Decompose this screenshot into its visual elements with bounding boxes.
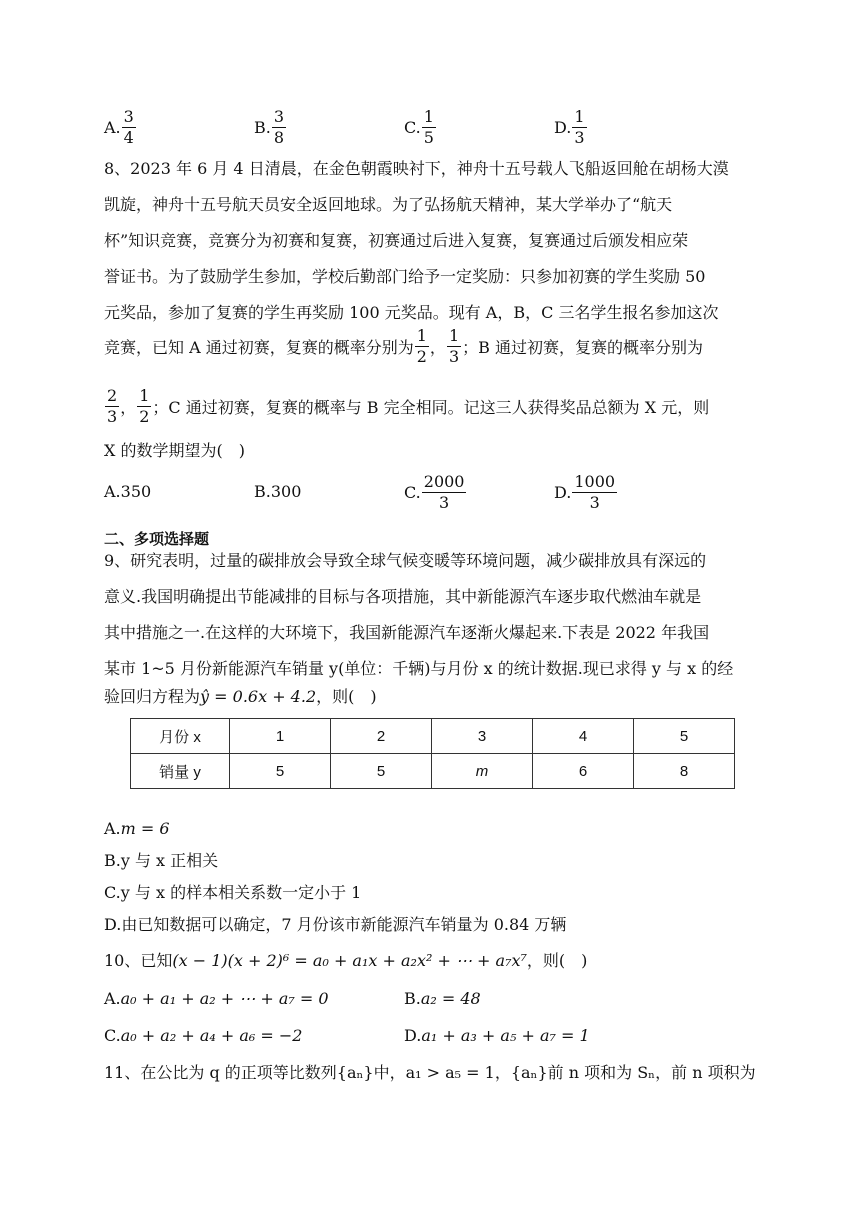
data-table (130, 718, 735, 789)
q10-option-b[interactable]: B.a₂ = 48 (404, 989, 481, 1008)
table-cell: 3 (432, 719, 533, 754)
q9-line: 其中措施之一.在这样的大环境下，我国新能源汽车逐渐火爆起来.下表是 2022 年我国 (104, 623, 710, 642)
q7-option-b[interactable]: B. $\frac{3}{8}$ (254, 107, 285, 147)
q8-option-b[interactable]: B. 300 (254, 482, 302, 501)
q9-option-a[interactable]: A.m = 6 (104, 819, 170, 838)
table-cell: 5 (230, 754, 331, 789)
q9-line: 9、研究表明，过量的碳排放会导致全球气候变暖等环境问题，减少碳排放具有深远的 (104, 551, 707, 570)
table-cell: 8 (634, 754, 735, 789)
q8-line: 誉证书。为了鼓励学生参加，学校后勤部门给予一定奖励：只参加初赛的学生奖励 50 (104, 267, 706, 286)
q9-option-b[interactable]: B.y 与 x 正相关 (104, 851, 219, 870)
table-cell: 4 (533, 719, 634, 754)
q9-option-c[interactable]: C.y 与 x 的样本相关系数一定小于 1 (104, 883, 362, 902)
q8-line: 凯旋，神舟十五号航天员安全返回地球。为了弘扬航天精神，某大学举办了“航天 (104, 195, 673, 214)
table-cell: 1 (230, 719, 331, 754)
table-cell: m (432, 754, 533, 789)
q10-stem: 10、已知(x − 1)(x + 2)⁶ = a₀ + a₁x + a₂x² + ⋯ + a₇x⁷，则( ) (104, 951, 588, 970)
q7-option-c[interactable]: C. $\frac{1}{5}$ (404, 107, 434, 147)
table-header-cell: 月份 x (131, 719, 230, 754)
fraction: $\frac{3}{4}$ (123, 107, 134, 147)
table-row (131, 754, 735, 789)
q8-line-with-fractions: $\frac{2}{3}$ ， $\frac{1}{2}$ ；C 通过初赛，复赛的概率与 B 完全相同。记这三人获得奖品总额为 X 元，则 (107, 386, 710, 426)
fraction: $\frac{3}{8}$ (273, 107, 285, 147)
q11-line: 11、在公比为 q 的正项等比数列{aₙ}中，a₁ > a₅ = 1，{aₙ}前 n 项和为 Sₙ，前 n 项积为 (104, 1063, 756, 1082)
q10-option-a[interactable]: A.a₀ + a₁ + a₂ + ⋯ + a₇ = 0 (104, 989, 329, 1008)
table-cell: 5 (331, 754, 432, 789)
section-heading: 二、多项选择题 (104, 530, 210, 548)
fraction: $\frac{1}{2}$ (416, 326, 427, 366)
fraction: $\frac{2}{3}$ (107, 386, 118, 426)
q8-line: 杯”知识竞赛，竞赛分为初赛和复赛，初赛通过后进入复赛，复赛通过后颁发相应荣 (104, 231, 689, 250)
regression-equation: ŷ = 0.6x + 4.2 (200, 687, 317, 706)
q10-option-d[interactable]: D.a₁ + a₃ + a₅ + a₇ = 1 (404, 1026, 590, 1045)
q8-line: X 的数学期望为( ) (104, 441, 245, 460)
q8-option-d[interactable]: D. $\frac{1000}{3}$ (554, 472, 616, 512)
q9-line: 验回归方程为ŷ = 0.6x + 4.2，则( ) (104, 687, 377, 706)
q7-option-a[interactable]: A. $\frac{3}{4}$ (104, 107, 134, 147)
fraction: $\frac{1}{3}$ (448, 326, 460, 366)
fraction: $\frac{1}{3}$ (574, 107, 585, 147)
q9-option-d[interactable]: D.由已知数据可以确定，7 月份该市新能源汽车销量为 0.84 万辆 (104, 915, 567, 934)
q8-line: 8、2023 年 6 月 4 日清晨，在金色朝霞映衬下，神舟十五号载人飞船返回舱在胡杨大漠 (104, 159, 729, 178)
table-header-cell: 销量 y (131, 754, 230, 789)
q8-option-a[interactable]: A. 350 (104, 482, 152, 501)
table-row (131, 719, 735, 754)
fraction: $\frac{1}{5}$ (423, 107, 434, 147)
q7-option-d[interactable]: D. $\frac{1}{3}$ (554, 107, 585, 147)
fraction: $\frac{1000}{3}$ (574, 472, 616, 512)
table-cell: 6 (533, 754, 634, 789)
q9-line: 意义.我国明确提出节能减排的目标与各项措施，其中新能源汽车逐步取代燃油车就是 (104, 587, 702, 606)
q8-line: 元奖品，参加了复赛的学生再奖励 100 元奖品。现有 A，B，C 三名学生报名参加这次 (104, 303, 719, 322)
q8-line-with-fractions: 竞赛，已知 A 通过初赛，复赛的概率分别为 $\frac{1}{2}$ ， $\frac{1}{3}$ ；B 通过初赛，复赛的概率分别为 (104, 326, 703, 366)
fraction: $\frac{2000}{3}$ (423, 472, 465, 512)
fraction: $\frac{1}{2}$ (139, 386, 150, 426)
q10-option-c[interactable]: C.a₀ + a₂ + a₄ + a₆ = −2 (104, 1026, 303, 1045)
expansion-equation: (x − 1)(x + 2)⁶ = a₀ + a₁x + a₂x² + ⋯ + a₇x⁷ (172, 951, 527, 970)
table-cell: 2 (331, 719, 432, 754)
q8-option-c[interactable]: C. $\frac{2000}{3}$ (404, 472, 465, 512)
table-cell: 5 (634, 719, 735, 754)
q9-line: 某市 1~5 月份新能源汽车销量 y(单位：千辆)与月份 x 的统计数据.现已求得 y 与 x 的经 (104, 659, 734, 678)
